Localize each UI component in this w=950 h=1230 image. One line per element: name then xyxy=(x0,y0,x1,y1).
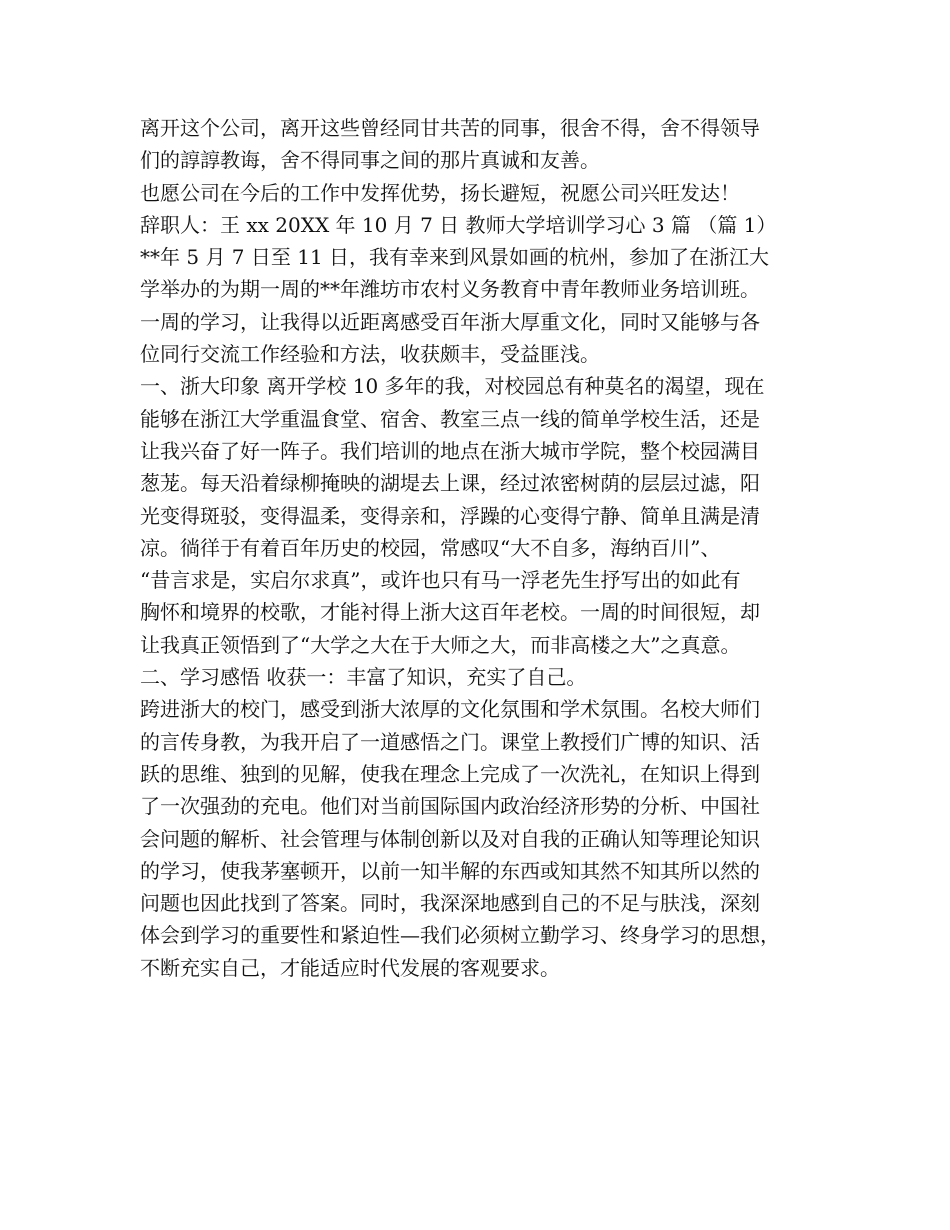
text-line: **年 5 月 7 日至 11 日，我有幸来到风景如画的杭州，参加了在浙江大 xyxy=(140,245,770,270)
text-line: 了一次强劲的充电。他们对当前国际国内政治经济形势的分析、中国社 xyxy=(140,794,760,819)
text-line: 跨进浙大的校门，感受到浙大浓厚的文化氛围和学术氛围。名校大师们 xyxy=(140,697,760,722)
text-line: 也愿公司在今后的工作中发挥优势，扬长避短，祝愿公司兴旺发达！ xyxy=(140,180,740,205)
text-line: 离开这个公司，离开这些曾经同甘共苦的同事，很舍不得，舍不得领导 xyxy=(140,116,760,140)
text-line: 问题也因此找到了答案。同时，我深深地感到自己的不足与肤浅，深刻 xyxy=(140,891,760,916)
document-body xyxy=(140,112,840,984)
text-line: 们的諄諄教诲，舍不得同事之间的那片真诚和友善。 xyxy=(140,148,600,173)
text-line: 光变得斑驳，变得温柔，变得亲和，浮躁的心变得宁静、简单且满是清 xyxy=(140,503,760,528)
text-line: 学举办的为期一周的**年潍坊市农村义务教育中青年教师业务培训班。 xyxy=(140,277,760,302)
text-line: 位同行交流工作经验和方法，收获颇丰，受益匪浅。 xyxy=(140,342,600,367)
text-line: 的学习，使我茅塞顿开，以前一知半解的东西或知其然不知其所以然的 xyxy=(140,858,760,883)
text-line: 体会到学习的重要性和紧迫性—我们必须树立勤学习、终身学习的思想， xyxy=(140,923,780,948)
text-line: “昔言求是，实启尔求真”，或许也只有马一浮老先生抒写出的如此有 xyxy=(140,568,741,593)
text-line: 会问题的解析、社会管理与体制创新以及对自我的正确认知等理论知识 xyxy=(140,826,760,851)
text-line: 让我真正领悟到了“大学之大在于大师之大，而非高楼之大”之真意。 xyxy=(140,632,741,657)
text-line: 跃的思维、独到的见解，使我在理念上完成了一次洗礼，在知识上得到 xyxy=(140,761,760,786)
text-line: 一周的学习，让我得以近距离感受百年浙大厚重文化，同时又能够与各 xyxy=(140,309,760,334)
text-line: 能够在浙江大学重温食堂、宿舍、教室三点一线的简单学校生活，还是 xyxy=(140,406,760,431)
text-line: 凉。徜徉于有着百年历史的校园，常感叹“大不自多，海纳百川”、 xyxy=(140,535,721,560)
text-line: 不断充实自己，才能适应时代发展的客观要求。 xyxy=(140,955,560,980)
text-line: 二、学习感悟 收获一：丰富了知识，充实了自己。 xyxy=(140,665,587,690)
text-line: 胸怀和境界的校歌，才能衬得上浙大这百年老校。一周的时间很短，却 xyxy=(140,600,760,625)
text-line: 葱茏。每天沿着绿柳掩映的湖堤去上课，经过浓密树荫的层层过滤，阳 xyxy=(140,471,760,496)
text-line: 一、浙大印象 离开学校 10 多年的我，对校园总有种莫名的渴望，现在 xyxy=(140,374,765,399)
text-line: 让我兴奋了好一阵子。我们培训的地点在浙大城市学院，整个校园满目 xyxy=(140,438,760,463)
text-line: 辞职人：王 xx 20XX 年 10 月 7 日 教师大学培训学习心 3 篇 （篇 1） xyxy=(140,212,777,237)
text-line: 的言传身教，为我开启了一道感悟之门。课堂上教授们广博的知识、活 xyxy=(140,729,760,754)
